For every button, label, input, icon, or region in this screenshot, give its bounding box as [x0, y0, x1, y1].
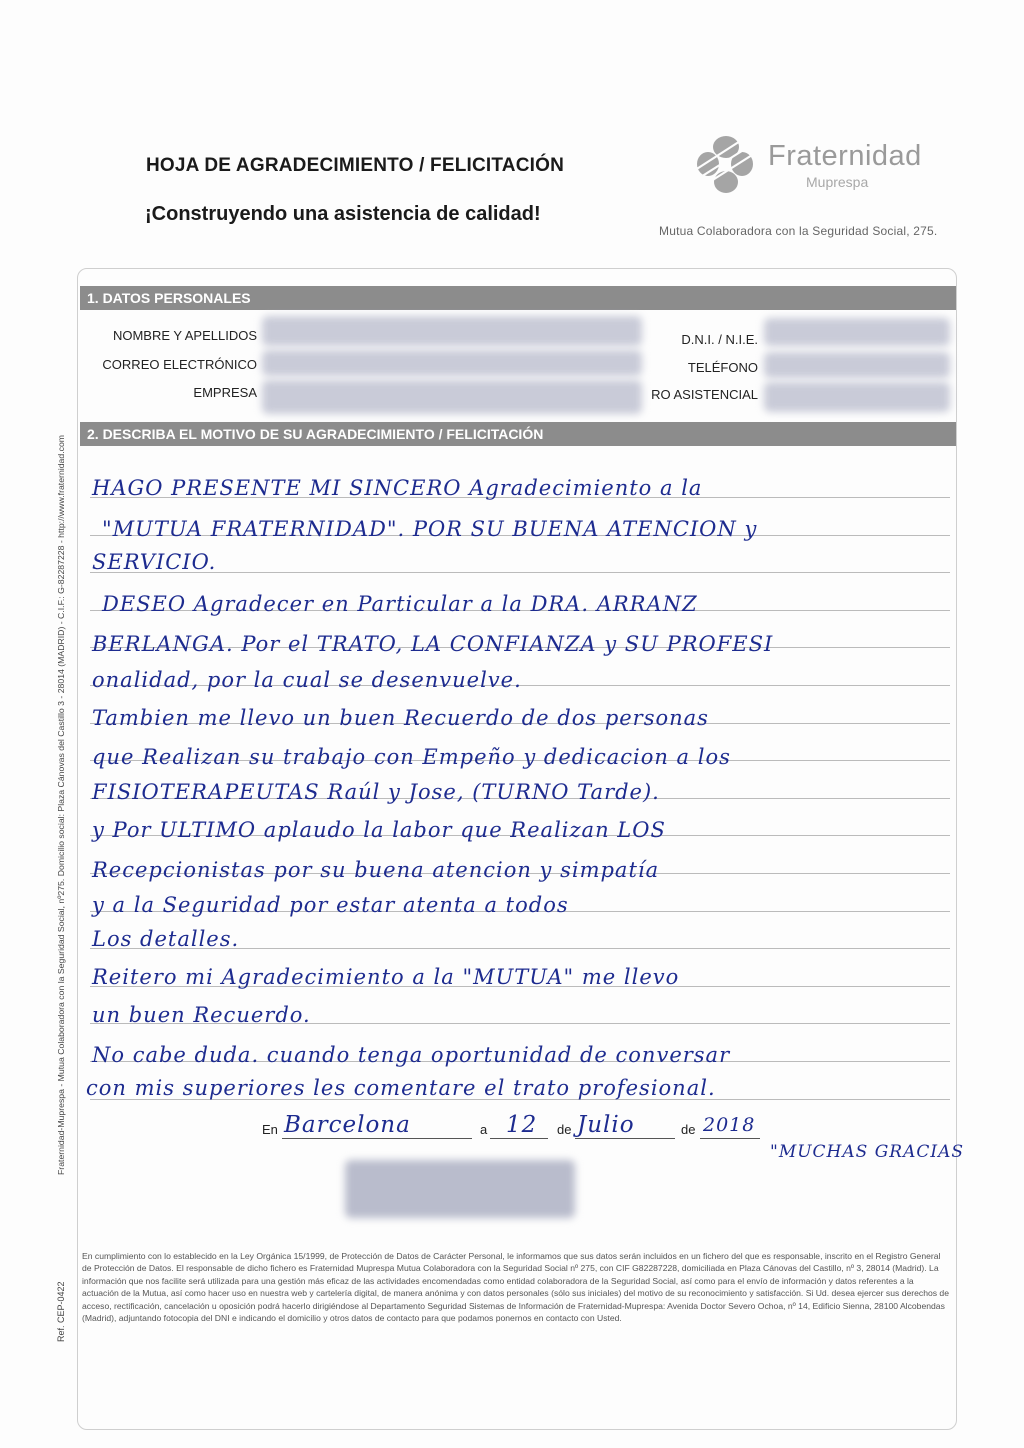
year-prefix: de — [681, 1122, 696, 1137]
side-legal-text: Fraternidad-Muprespa - Mutua Colaboradora con la Seguridad Social, nº275. Domicilio social: Plaza Cánovas del Castillo 3 - 28014 (MADRID) - C.I.F.: G-82287228 - http://www.fraternidad.com — [56, 434, 66, 1175]
year-value: 2018 — [703, 1114, 756, 1136]
section-reason-title: 2. DESCRIBA EL MOTIVO DE SU AGRADECIMIENTO / FELICITACIÓN — [87, 426, 544, 442]
day-underline — [490, 1138, 548, 1139]
logo-name: Fraternidad — [768, 140, 922, 172]
section-reason-header — [80, 422, 956, 446]
place-value: Barcelona — [284, 1112, 411, 1138]
closing-note: "MUCHAS GRACIAS — [770, 1142, 965, 1162]
handwritten-line: Los detalles. — [92, 927, 240, 951]
logo-subtitle: Muprespa — [806, 174, 869, 190]
dni-label: D.N.I. / N.I.E. — [681, 332, 758, 347]
month-prefix: de — [557, 1122, 572, 1137]
phone-label: TELÉFONO — [687, 360, 758, 375]
section-personal-data-title: 1. DATOS PERSONALES — [87, 290, 251, 306]
phone-field-redacted — [764, 352, 950, 378]
side-reference: Ref. CEP-0422 — [56, 1281, 66, 1342]
month-underline — [575, 1138, 675, 1139]
handwritten-line: y a la Seguridad por estar atenta a todos — [92, 893, 569, 917]
handwritten-line: DESEO Agradecer en Particular a la DRA. ARRANZ — [102, 592, 698, 616]
handwritten-line: No cabe duda. cuando tenga oportunidad de conversar — [92, 1043, 731, 1067]
month-value: Julio — [577, 1112, 635, 1138]
dni-field-redacted — [764, 318, 950, 346]
handwritten-line: que Realizan su trabajo con Empeño y dedicacion a los — [92, 745, 731, 769]
handwritten-line: FISIOTERAPEUTAS Raúl y Jose, (TURNO Tarde). — [92, 780, 660, 804]
handwritten-line: onalidad, por la cual se desenvuelve. — [92, 668, 522, 692]
mutua-caption: Mutua Colaboradora con la Seguridad Social, 275. — [659, 224, 938, 238]
ruled-line — [90, 572, 950, 573]
day-prefix: a — [480, 1122, 488, 1137]
email-label: CORREO ELECTRÓNICO — [102, 357, 257, 372]
handwritten-line: y Por ULTIMO aplaudo la labor que Realizan LOS — [92, 818, 666, 842]
handwritten-line: "MUTUA FRATERNIDAD". POR SU BUENA ATENCION y — [102, 517, 758, 541]
handwritten-line: con mis superiores les comentare el trato profesional. — [86, 1076, 716, 1100]
legal-notice: En cumplimiento con lo establecido en la Ley Orgánica 15/1999, de Protección de Datos de Carácter Personal, le informamos que sus datos serán incluidos en un fichero del que es responsable, inscrito en el Registro General de Protección de Datos. El responsable de dicho fichero es Fraternidad Muprespa Mutua Colaboradora con la Seguridad Social nº 275, con CIF G82287228, domiciliada en Plaza Cánovas del Castillo, nº 3, 28014 (Madrid). La información que nos facilite será utilizada para una gestión más eficaz de las actividades encomendadas como entidad colaboradora de la Seguridad Social, así como para el envío de información y datos referentes a la actuación de la Mutua, así como hacer uso en nuestra web y cartelería digital, de manera anónima y con datos personales (sólo sus iniciales) del motivo de su reconocimiento y satisfacción. Si Ud. desea ejercer sus derechos de acceso, rectificación, cancelación u oposición podrá hacerlo dirigiéndose al Departamento Seguridad Sistemas de Información de Fraternidad-Muprespa: Avenida Doctor Severo Ochoa, nº 14, Edificio Sienna, 28100 Alcobendas (Madrid), adjuntando fotocopia del DNI e indicando el domicilio y otros datos de contacto para que podamos ponernos en contacto con Usted. — [82, 1251, 949, 1324]
handwritten-line: Recepcionistas por su buena atencion y simpatía — [92, 858, 660, 882]
center-label: RO ASISTENCIAL — [651, 387, 758, 402]
year-underline — [700, 1138, 760, 1139]
document-subtitle: ¡Construyendo una asistencia de calidad! — [145, 203, 541, 225]
company-label: EMPRESA — [193, 385, 257, 400]
name-field-redacted — [262, 316, 642, 346]
handwritten-line: un buen Recuerdo. — [92, 1003, 311, 1027]
section-personal-data-header — [80, 286, 956, 310]
handwritten-line: Reitero mi Agradecimiento a la "MUTUA" me llevo — [92, 965, 680, 989]
day-value: 12 — [506, 1112, 538, 1138]
handwritten-line: Tambien me llevo un buen Recuerdo de dos personas — [92, 706, 709, 730]
place-underline — [282, 1138, 472, 1139]
company-field-redacted — [262, 380, 642, 414]
place-prefix: En — [262, 1122, 278, 1137]
clover-logo-icon — [686, 132, 764, 198]
handwritten-line: HAGO PRESENTE MI SINCERO Agradecimiento a la — [92, 476, 703, 500]
handwritten-line: BERLANGA. Por el TRATO, LA CONFIANZA y SU PROFESI — [92, 632, 774, 656]
signature-redacted — [345, 1160, 575, 1218]
center-field-redacted — [764, 382, 950, 412]
document-title: HOJA DE AGRADECIMIENTO / FELICITACIÓN — [146, 155, 565, 176]
name-label: NOMBRE Y APELLIDOS — [112, 328, 257, 343]
email-field-redacted — [262, 350, 642, 376]
handwritten-line: SERVICIO. — [92, 550, 217, 574]
